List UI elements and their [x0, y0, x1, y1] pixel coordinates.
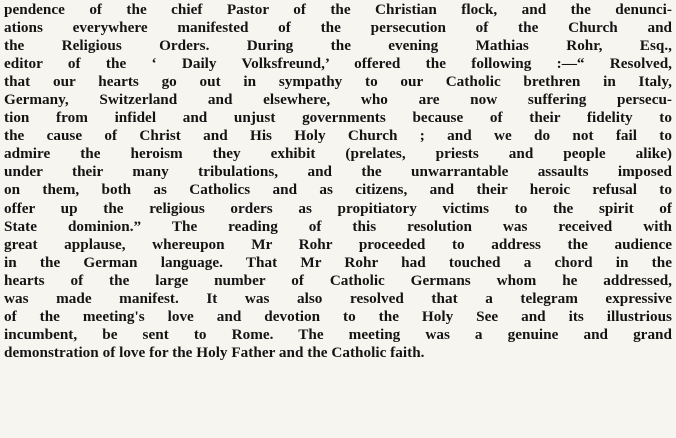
article-line-20: demonstration of love for the Holy Father and the Catholic faith. [4, 343, 425, 361]
article-line-2: ations everywhere manifested of the persecution of the Church and [4, 19, 672, 37]
article-line-7: tion from infidel and unjust governments because of their fidelity to [4, 109, 672, 127]
article-line-1: pendence of the chief Pastor of the Christian flock, and the denunci- [4, 1, 672, 18]
article-line-11: on them, both as Catholics and as citizens, and their heroic refusal to [4, 181, 672, 199]
article-line-4: editor of the ‘ Daily Volksfreund,’ offered the following :—“ Resolved, [4, 55, 672, 73]
article-line-17: was made manifest. It was also resolved that a telegram expressive [4, 289, 672, 307]
article-line-8: the cause of Christ and His Holy Church ; and we do not fail to [4, 127, 672, 145]
article-line-5: that our hearts go out in sympathy to our Catholic brethren in Italy, [4, 73, 672, 91]
article-line-6: Germany, Switzerland and elsewhere, who are now suffering persecu- [4, 91, 672, 109]
article-line-9: admire the heroism they exhibit (prelates, priests and people alike) [4, 145, 672, 163]
article-line-19: incumbent, be sent to Rome. The meeting was a genuine and grand [4, 325, 672, 343]
article-line-15: in the German language. That Mr Rohr had touched a chord in the [4, 253, 672, 271]
article-line-10: under their many tribulations, and the unwarrantable assaults imposed [4, 163, 672, 181]
article-line-12: offer up the religious orders as propitiatory victims to the spirit of [4, 199, 672, 217]
article-line-14: great applause, whereupon Mr Rohr proceeded to address the audience [4, 235, 672, 253]
article-line-18: of the meeting's love and devotion to the Holy See and its illustrious [4, 307, 672, 325]
article-line-3: the Religious Orders. During the evening Mathias Rohr, Esq., [4, 37, 672, 55]
article-column [4, 1, 672, 362]
article-line-13: State dominion.” The reading of this resolution was received with [4, 217, 672, 235]
article-line-16: hearts of the large number of Catholic Germans whom he addressed, [4, 271, 672, 289]
